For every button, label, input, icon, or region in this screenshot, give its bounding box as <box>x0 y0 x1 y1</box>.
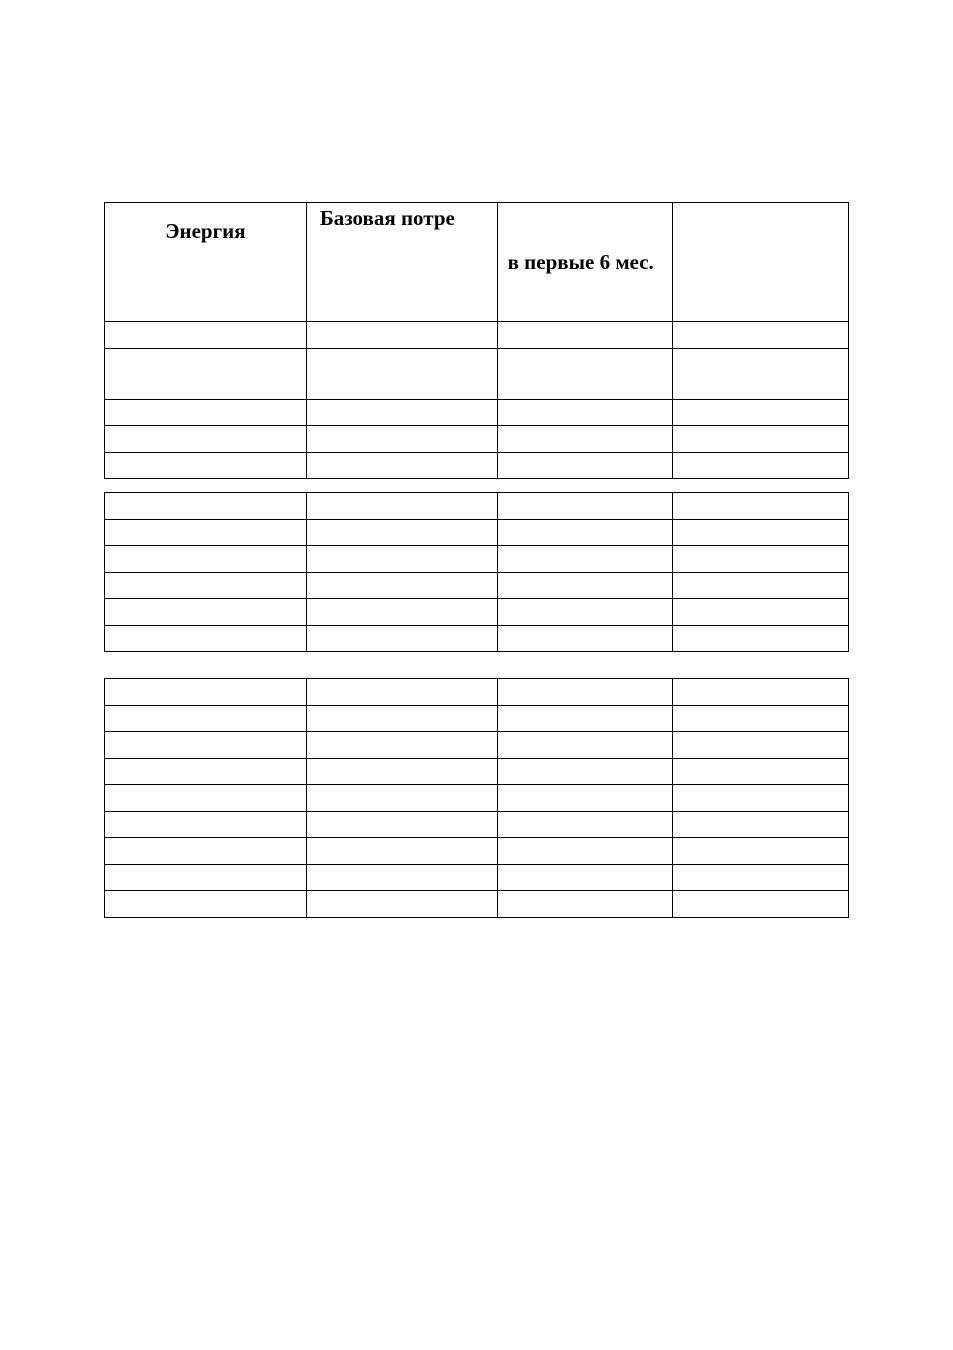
table-cell <box>306 546 497 573</box>
table-cell <box>306 519 497 546</box>
table-cell <box>105 838 307 865</box>
table-cell <box>497 572 673 599</box>
table-row <box>105 785 849 812</box>
table-cell <box>673 572 849 599</box>
table-cell <box>497 785 673 812</box>
table-cell <box>497 322 673 349</box>
table-cell <box>497 599 673 626</box>
table-cell <box>673 493 849 520</box>
table-cell <box>673 891 849 918</box>
table-cell <box>306 426 497 453</box>
table-row <box>105 322 849 349</box>
table-cell <box>306 679 497 706</box>
table-row <box>105 758 849 785</box>
table-cell <box>497 705 673 732</box>
table-cell <box>673 785 849 812</box>
table-cell <box>105 519 307 546</box>
table-row <box>105 546 849 573</box>
table-cell <box>306 758 497 785</box>
header-cell-empty <box>673 203 849 322</box>
table-row <box>105 452 849 479</box>
table-cell <box>497 891 673 918</box>
table-cell <box>306 838 497 865</box>
table-row <box>105 891 849 918</box>
table-cell <box>306 493 497 520</box>
table-cell <box>673 679 849 706</box>
table-cell <box>105 705 307 732</box>
table-row <box>105 811 849 838</box>
table-row <box>105 864 849 891</box>
table-cell <box>105 891 307 918</box>
table-row <box>105 572 849 599</box>
table-cell <box>306 452 497 479</box>
table-cell <box>497 493 673 520</box>
table-cell <box>105 599 307 626</box>
table-cell <box>673 758 849 785</box>
table-cell <box>105 679 307 706</box>
table-cell <box>105 546 307 573</box>
header-cell-energy: Энергия <box>105 203 307 322</box>
table-cell <box>306 348 497 399</box>
table-cell <box>673 599 849 626</box>
table-cell <box>105 785 307 812</box>
table-cell <box>673 452 849 479</box>
table-cell <box>497 864 673 891</box>
table-cell <box>497 732 673 759</box>
table-cell <box>306 811 497 838</box>
table-cell <box>306 572 497 599</box>
table-row <box>105 399 849 426</box>
table-cell <box>673 732 849 759</box>
table-cell <box>105 452 307 479</box>
table-cell <box>673 426 849 453</box>
table-cell <box>497 546 673 573</box>
table-cell <box>306 399 497 426</box>
table-cell <box>105 864 307 891</box>
table-cell <box>105 493 307 520</box>
table-cell <box>497 519 673 546</box>
table-cell <box>306 599 497 626</box>
table-cell <box>673 864 849 891</box>
table-cell <box>105 322 307 349</box>
table-cell <box>105 572 307 599</box>
table-cell <box>105 732 307 759</box>
table-cell <box>306 732 497 759</box>
table-cell <box>497 625 673 652</box>
header-cell-base-need: Базовая потре <box>306 203 497 322</box>
table-1 <box>104 202 849 479</box>
table-cell <box>673 546 849 573</box>
table-cell <box>306 705 497 732</box>
table-cell <box>497 838 673 865</box>
table-cell <box>673 519 849 546</box>
table-cell <box>673 348 849 399</box>
table-cell <box>105 399 307 426</box>
table-cell <box>497 348 673 399</box>
table-row <box>105 625 849 652</box>
table-cell <box>105 811 307 838</box>
table-row <box>105 348 849 399</box>
table-header-row <box>105 203 849 322</box>
table-row <box>105 493 849 520</box>
table-3 <box>104 678 849 918</box>
table-cell <box>306 864 497 891</box>
table-cell <box>497 758 673 785</box>
table-cell <box>673 838 849 865</box>
table-cell <box>306 891 497 918</box>
header-cell-first-6-months: в первые 6 мес. <box>497 203 673 322</box>
table-row <box>105 519 849 546</box>
table-cell <box>673 322 849 349</box>
table-cell <box>673 399 849 426</box>
table-cell <box>673 705 849 732</box>
table-cell <box>105 426 307 453</box>
table-cell <box>306 322 497 349</box>
table-cell <box>497 426 673 453</box>
table-cell <box>673 811 849 838</box>
table-cell <box>497 452 673 479</box>
table-cell <box>497 399 673 426</box>
table-row <box>105 838 849 865</box>
table-cell <box>105 348 307 399</box>
table-cell <box>306 625 497 652</box>
table-cell <box>105 758 307 785</box>
table-row <box>105 679 849 706</box>
table-cell <box>497 811 673 838</box>
table-row <box>105 705 849 732</box>
table-2 <box>104 492 849 652</box>
table-row <box>105 426 849 453</box>
table-cell <box>673 625 849 652</box>
table-row <box>105 732 849 759</box>
table-row <box>105 599 849 626</box>
table-cell <box>105 625 307 652</box>
table-cell <box>497 679 673 706</box>
table-cell <box>306 785 497 812</box>
